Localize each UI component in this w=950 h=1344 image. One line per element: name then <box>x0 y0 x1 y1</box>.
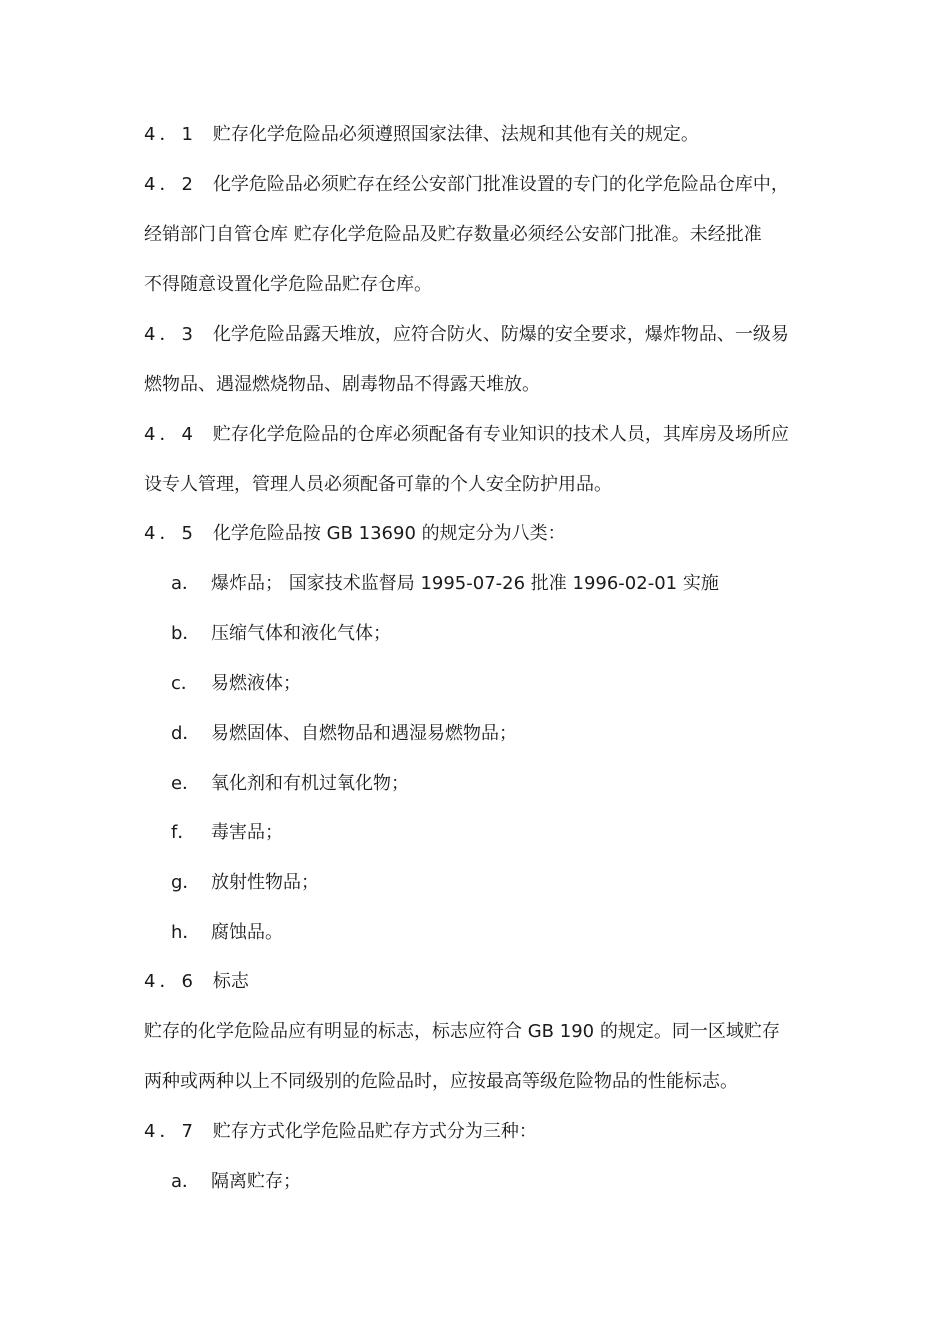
list-text: 氧化剂和有机过氧化物； <box>211 773 409 794</box>
clause-text: 贮存化学危险品必须遵照国家法律、法规和其他有关的规定。 <box>212 124 699 145</box>
list-item <box>171 821 851 845</box>
clause-text: 不得随意设置化学危险品贮存仓库。 <box>144 274 432 295</box>
list-item <box>171 722 851 746</box>
list-text: 毒害品； <box>211 822 283 843</box>
clause-text: 经销部门自管仓库 贮存化学危险品及贮存数量必须经公安部门批准。未经批准 <box>144 224 762 245</box>
clause-number: 4．6 <box>144 971 197 992</box>
clause-4-6 <box>144 970 824 994</box>
list-item <box>171 921 851 945</box>
clause-4-7 <box>144 1120 824 1144</box>
clause-4-3 <box>144 323 824 347</box>
clause-4-6-para-2 <box>144 1070 824 1094</box>
list-letter: e． <box>171 773 201 794</box>
clause-number: 4．2 <box>144 174 197 195</box>
list-text: 爆炸品； 国家技术监督局 1995-07-26 批准 1996-02-01 实施 <box>211 573 719 594</box>
clause-text: 化学危险品必须贮存在经公安部门批准设置的专门的化学危险品仓库中， <box>212 174 789 195</box>
list-text: 压缩气体和液化气体； <box>211 623 391 644</box>
clause-text: 贮存的化学危险品应有明显的标志，标志应符合 GB 190 的规定。同一区域贮存 <box>144 1021 780 1042</box>
list-letter: d． <box>171 723 201 744</box>
clause-number: 4．5 <box>144 523 197 544</box>
list-text: 隔离贮存； <box>211 1171 301 1192</box>
clause-number: 4．7 <box>144 1121 197 1142</box>
list-text: 腐蚀品。 <box>211 922 283 943</box>
clause-4-1 <box>144 123 824 147</box>
list-text: 放射性物品； <box>211 872 319 893</box>
list-item <box>171 622 851 646</box>
list-letter: b． <box>171 623 201 644</box>
clause-text: 标志 <box>212 971 249 992</box>
list-text: 易燃液体； <box>211 673 301 694</box>
list-letter: h． <box>171 922 201 943</box>
clause-4-2 <box>144 173 824 197</box>
clause-number: 4．1 <box>144 124 197 145</box>
list-item <box>171 772 851 796</box>
list-item <box>171 572 851 596</box>
clause-4-3-cont <box>144 373 824 397</box>
clause-4-4-cont <box>144 473 824 497</box>
clause-text: 燃物品、遇湿燃烧物品、剧毒物品不得露天堆放。 <box>144 374 540 395</box>
clause-4-2-cont-1 <box>144 223 824 247</box>
list-text: 易燃固体、自燃物品和遇湿易燃物品； <box>211 723 517 744</box>
clause-text: 贮存方式化学危险品贮存方式分为三种： <box>212 1121 537 1142</box>
clause-4-2-cont-2 <box>144 273 824 297</box>
list-letter: c． <box>171 673 199 694</box>
list-item <box>171 1170 851 1194</box>
clause-text: 化学危险品露天堆放，应符合防火、防爆的安全要求，爆炸物品、一级易 <box>212 324 789 345</box>
list-item <box>171 672 851 696</box>
clause-number: 4．4 <box>144 424 197 445</box>
clause-text: 化学危险品按 GB 13690 的规定分为八类： <box>212 523 566 544</box>
clause-4-4 <box>144 423 824 447</box>
clause-text: 设专人管理，管理人员必须配备可靠的个人安全防护用品。 <box>144 474 612 495</box>
list-letter: g． <box>171 872 201 893</box>
list-letter: a． <box>171 573 201 594</box>
clause-text: 贮存化学危险品的仓库必须配备有专业知识的技术人员，其库房及场所应 <box>212 424 789 445</box>
clause-4-5 <box>144 522 824 546</box>
list-letter: f． <box>171 822 196 843</box>
clause-number: 4．3 <box>144 324 197 345</box>
clause-text: 两种或两种以上不同级别的危险品时，应按最高等级危险物品的性能标志。 <box>144 1071 738 1092</box>
list-item <box>171 871 851 895</box>
list-letter: a． <box>171 1171 201 1192</box>
clause-4-6-para-1 <box>144 1020 824 1044</box>
